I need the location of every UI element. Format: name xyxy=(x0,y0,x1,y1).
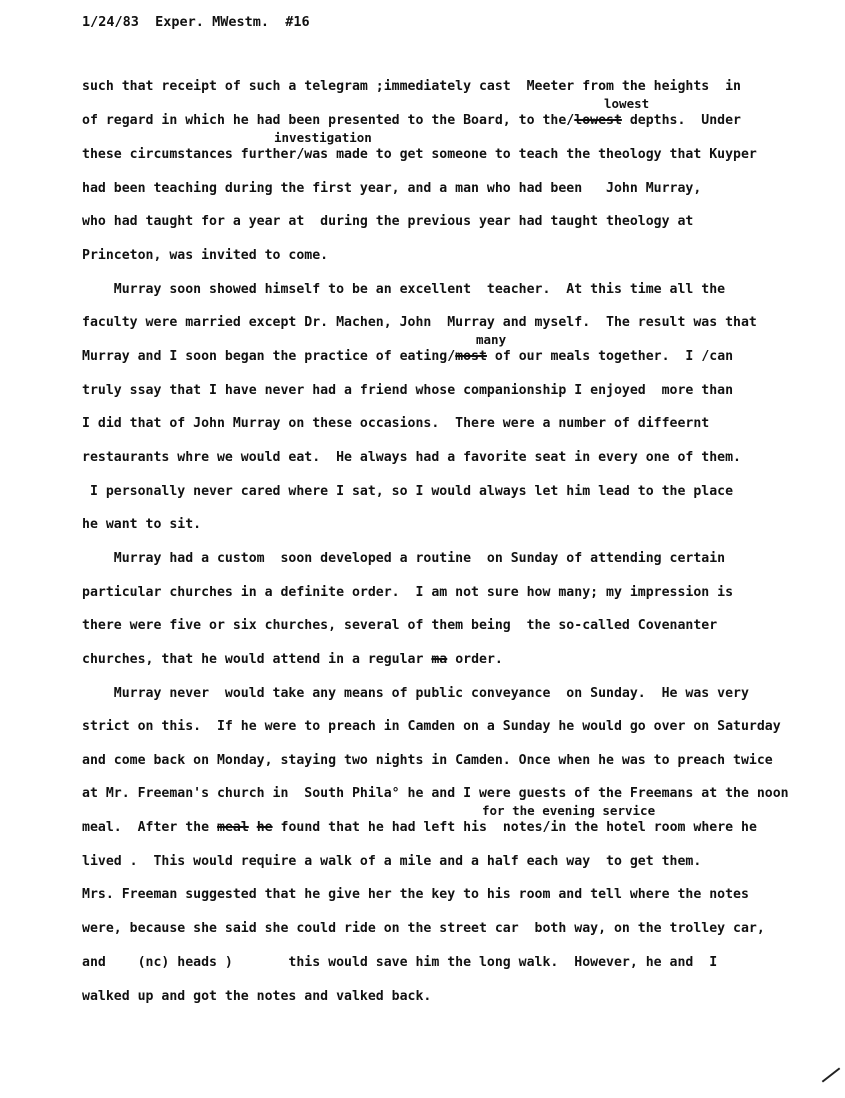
text-line-27: and (nc) heads ) this would save him the long walk. However, he and I xyxy=(82,955,718,970)
text-line-11: I did that of John Murray on these occasions. There were a number of diffeernt xyxy=(82,416,710,431)
struck-word: most xyxy=(455,349,487,364)
header-date: 1/24/83 xyxy=(82,14,139,30)
header-number: #16 xyxy=(285,14,310,30)
pen-mark xyxy=(822,1067,841,1082)
text-line-19: Murray never would take any means of public conveyance on Sunday. He was very xyxy=(82,686,749,701)
text-line-7: Murray soon showed himself to be an excellent teacher. At this time all the xyxy=(82,282,726,297)
text-line-25: Mrs. Freeman suggested that he give her the key to his room and tell where the notes xyxy=(82,887,749,902)
struck-word: ma xyxy=(431,652,448,667)
struck-word: lowest xyxy=(574,113,622,128)
line-18-text: churches, that he would attend in a regular xyxy=(82,652,424,667)
text-line-16: particular churches in a definite order. I am not sure how many; my impression is xyxy=(82,585,734,600)
text-line-8: faculty were married except Dr. Machen, John Murray and myself. The result was that xyxy=(82,315,757,330)
text-line-26: were, because she said she could ride on the street car both way, on the trolley car, xyxy=(82,921,765,936)
line-9-slash: / xyxy=(701,349,710,364)
text-line-6: Princeton, was invited to come. xyxy=(82,248,329,263)
line-9-tail: of our meals together. I xyxy=(486,349,702,364)
insertion-many: many xyxy=(476,332,507,347)
line-23-tail: found that he had left his notes/in the hotel room where he xyxy=(272,820,757,835)
line-2-text: of regard in which he had been presented to the Board, to the/ xyxy=(82,113,575,128)
text-line-20: strict on this. If he were to preach in Camden on a Sunday he would go over on Saturday xyxy=(82,719,781,734)
line-18-tail: order. xyxy=(447,652,503,667)
text-line-23 xyxy=(82,820,757,836)
text-line-12: restaurants whre we would eat. He always had a favorite seat in every one of them. xyxy=(82,450,741,465)
text-line-22: at Mr. Freeman's church in South Phila° he and I were guests of the Freemans at the noon xyxy=(82,786,789,801)
text-line-18 xyxy=(82,652,503,668)
struck-word: he xyxy=(256,820,273,835)
text-line-9 xyxy=(82,349,733,365)
insertion-investigation: investigation xyxy=(274,130,372,145)
text-line-5: who had taught for a year at during the previous year had taught theology at xyxy=(82,214,694,229)
header-title: Exper. MWestm. xyxy=(155,14,269,30)
text-line-1: such that receipt of such a telegram ;immediately cast Meeter from the heights in xyxy=(82,79,741,94)
line-23-text: meal. After the xyxy=(82,820,210,835)
line-9-end: can xyxy=(709,349,734,364)
struck-word: meal xyxy=(217,820,249,835)
text-line-13: I personally never cared where I sat, so I would always let him lead to the place xyxy=(82,484,734,499)
text-line-15: Murray had a custom soon developed a routine on Sunday of attending certain xyxy=(82,551,726,566)
line-2-tail: depths. Under xyxy=(621,113,741,128)
text-line-24: lived . This would require a walk of a mile and a half each way to get them. xyxy=(82,854,702,869)
line-9-text: Murray and I soon began the practice of eating/ xyxy=(82,349,456,364)
text-line-10: truly ssay that I have never had a friend whose companionship I enjoyed more than xyxy=(82,383,734,398)
text-line-21: and come back on Monday, staying two nights in Camden. Once when he was to preach twice xyxy=(82,753,773,768)
text-line-4: had been teaching during the first year, and a man who had been John Murray, xyxy=(82,181,702,196)
insertion-evening-service: for the evening service xyxy=(482,803,656,818)
text-line-2 xyxy=(82,113,741,129)
insertion-lowest: lowest xyxy=(604,96,650,111)
text-line-14: he want to sit. xyxy=(82,517,202,532)
text-line-28: walked up and got the notes and valked back. xyxy=(82,989,432,1004)
text-line-3: these circumstances further/was made to get someone to teach the theology that Kuyper xyxy=(82,147,757,162)
text-line-17: there were five or six churches, several of them being the so-called Covenanter xyxy=(82,618,718,633)
page-header xyxy=(82,14,310,30)
line-23-mid xyxy=(249,820,257,835)
